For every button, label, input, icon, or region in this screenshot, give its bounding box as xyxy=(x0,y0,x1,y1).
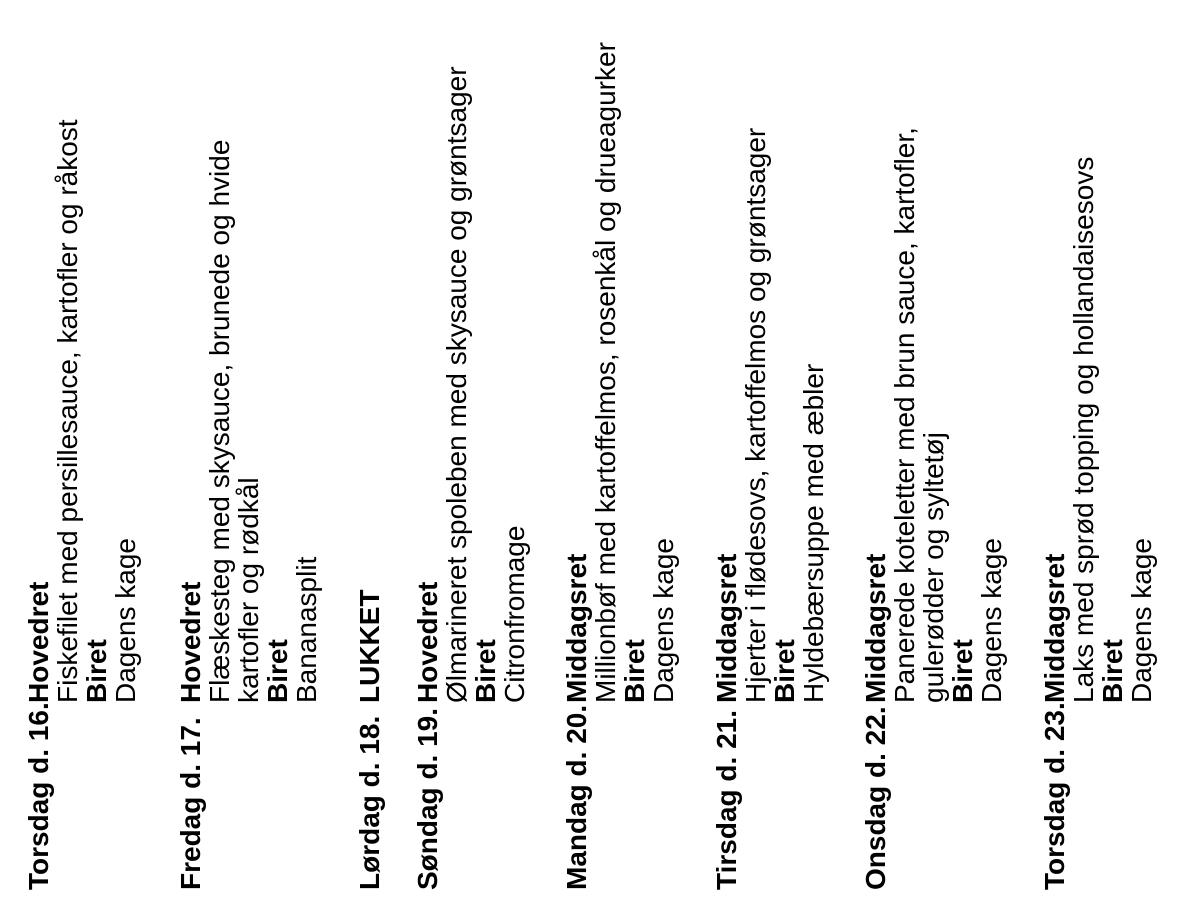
entry-content xyxy=(413,23,529,703)
entry-content xyxy=(562,23,678,703)
entry-date: Torsdag d. 16. xyxy=(23,702,54,890)
main-course-dish: Flæskesteg med skysauce, brunede og hvide kartofler og rødkål xyxy=(204,139,264,703)
side-course-dish: Hyldebærsuppe med æbler xyxy=(798,363,829,703)
main-course-dish: Hjerter i flødesovs, kartoffelmos og grøntsager xyxy=(740,127,771,703)
entry-content xyxy=(861,43,1006,703)
side-course-dish: Dagens kage xyxy=(1126,537,1157,703)
side-course-label: Biret xyxy=(470,639,501,703)
entry-date: Tirsdag d. 21. xyxy=(711,710,742,890)
side-course-label: Biret xyxy=(947,639,978,703)
main-course-label: Middagsret xyxy=(1039,553,1070,703)
entry-date: Torsdag d. 23. xyxy=(1039,702,1070,890)
side-course-dish: Dagens kage xyxy=(648,537,679,703)
main-course-label: Hovedret xyxy=(412,581,443,703)
side-course-label: Biret xyxy=(769,639,800,703)
main-course-label: Middagsret xyxy=(711,553,742,703)
side-course-label: Biret xyxy=(262,639,293,703)
entry-date: Lørdag d. 18. xyxy=(354,715,385,890)
entry-content xyxy=(355,23,384,703)
side-course-dish: Dagens kage xyxy=(976,537,1007,703)
entry-date: Søndag d. 19. xyxy=(412,707,443,890)
main-course-dish: Millionbøf med kartoffelmos, rosenkål og drueagurker xyxy=(590,42,621,703)
entry-content xyxy=(712,23,828,703)
main-course-dish: Ølmarineret spoleben med skysauce og grøntsager xyxy=(441,66,472,703)
entry-date: Mandag d. 20. xyxy=(561,704,592,890)
side-course-dish: Citronfromage xyxy=(499,525,530,703)
main-course-label: Hovedret xyxy=(175,581,206,703)
side-course-label: Biret xyxy=(81,639,112,703)
main-course-dish: Fiskefilet med persillesauce, kartofler og råkost xyxy=(52,119,83,703)
side-course-dish: Bananasplit xyxy=(291,556,322,703)
entry-content xyxy=(1040,23,1156,703)
main-course-label: Middagsret xyxy=(860,553,891,703)
side-course-label: Biret xyxy=(1097,639,1128,703)
side-course-dish: Dagens kage xyxy=(110,537,141,703)
main-course-dish: Laks med sprød topping og hollandaisesovs xyxy=(1068,156,1099,703)
entry-date: Fredag d. 17. xyxy=(175,717,206,890)
entry-content xyxy=(24,23,140,703)
main-course-dish: Panerede koteletter med brun sauce, kartofler, gulerødder og syltetøj xyxy=(889,127,949,703)
closed-label: LUKKET xyxy=(354,589,385,703)
side-course-label: Biret xyxy=(619,639,650,703)
main-course-label: Hovedret xyxy=(23,581,54,703)
entry-content xyxy=(176,33,321,703)
main-course-label: Middagsret xyxy=(561,553,592,703)
entry-date: Onsdag d. 22. xyxy=(860,706,891,890)
